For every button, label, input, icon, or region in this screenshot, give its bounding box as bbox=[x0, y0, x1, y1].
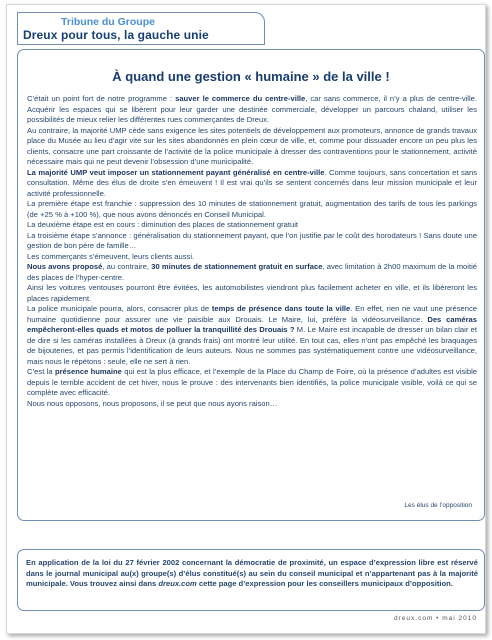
paragraph: La première étape est franchie : suppression des 10 minutes de stationnement gratuit, augmentation des tarifs de tous les parkings (de +25 % à +100 %), que nous avons dénoncés en Conseil Municipal. bbox=[27, 199, 477, 219]
emphasis: temps de présence dans toute la ville bbox=[211, 304, 351, 313]
paragraph: Au contraire, la majorité UMP cède sans exigence les sites potentiels de développement aux promoteurs, annonce de grands travaux place du Musée au lieu d’agir vite sur les sites abandonnés en plein cœur de ville, et, comme pour dissuader encore un peu plus les clients, consacre une part croissante de l’activité de la police municipale à dresser des contraventions pour le stationnement, activité nécessaire mais qui ne peut devenir l’obsession d’une municipalité. bbox=[27, 125, 477, 166]
text-run: cette page d’expression pour les conseillers municipaux d’opposition. bbox=[196, 579, 453, 588]
paragraph: Nous nous opposons, nous proposons, il se peut que nous ayons raison… bbox=[27, 398, 278, 408]
text-run: La police municipale pourra, alors, consacrer plus de bbox=[27, 304, 212, 313]
emphasis: La majorité UMP veut imposer un stationnement payant généralisé en centre-ville bbox=[27, 167, 325, 177]
magazine-page bbox=[6, 4, 486, 634]
paragraph bbox=[27, 262, 477, 283]
text-run: C’est la bbox=[27, 367, 55, 376]
text-run: , au contraire, bbox=[102, 262, 152, 271]
text-run: qui est la plus efficace, et l’exemple de la Place du Champ de Foire, où la présence d’adultes est visible depuis le terrible accident de cet hiver, nous le prouve : des intervenants bien identifiés, la police municipale visible, voilà ce qui se complète avec efficacité. bbox=[27, 367, 478, 397]
text-run: , avec limitation à 2h00 maximum de la moitié des places de l’hyper-centre. bbox=[27, 262, 477, 282]
paragraph bbox=[27, 94, 477, 126]
paragraph: Les commerçants s’émeuvent, leurs clients aussi. bbox=[27, 251, 195, 261]
emphasis: Nous avons proposé bbox=[27, 262, 103, 271]
text-run: En application de la loi du 27 février 2002 concernant la démocratie de proximité, un espace d’expression libre est réservé dans le journal municipal au(x) groupe(s) d’élus constitué(s) au sein du conseil municipal et n’appartenant pas à la majorité municipale. Vous trouvez ainsi dans bbox=[26, 558, 478, 588]
text-run: . Comme toujours, sans concertation et sans consultation. Même des élus de droite s’en émeuvent ! Il est vrai qu’ils se sentent concernés dans leur mission municipale et leur activité professionnelle. bbox=[27, 167, 477, 198]
group-label: Tribune du Groupe bbox=[61, 16, 155, 28]
text-run: , car sans commerce, il n’y a plus de centre-ville. Acquérir les espaces qui se libèrent pour leur garder une destinée commerciale, développer un parcours chaland, utiliser les possibilités de mieux relier les différentes rues commerçantes de Dreux. bbox=[27, 94, 478, 124]
page-footer: dreux.com • mai 2010 bbox=[394, 615, 477, 622]
text-run: . En effet, rien ne vaut une présence humaine quotidienne pour assurer une vie paisible aux Drouais. Le Maire, lui, préfère la vidéosurveillance. bbox=[27, 304, 477, 324]
text-run: C’était un point fort de notre programme : bbox=[27, 94, 176, 103]
legal-notice bbox=[26, 558, 478, 590]
text-run: M. Le Maire est incapable de dresser un bilan clair et de dire si les caméras installées à Dreux (à grands frais) ont montré leur utilité. En tout cas, elles n’ont pas empêché les braquages de bijouteries, et pas permis l’identification de leurs auteurs. Nous ne sommes pas systématiquement contre une vidéosurveillance, mais nous le répétons : seule, elle ne sert à rien. bbox=[27, 325, 477, 366]
group-header-tab bbox=[17, 12, 265, 45]
paragraph: La troisième étape s’annonce : généralisation du stationnement payant, que l’on justifie par le coût des horodateurs ! Sans doute une gestion de bon père de famille… bbox=[27, 230, 477, 250]
emphasis: 30 minutes de stationnement gratuit en surface bbox=[151, 262, 323, 271]
emphasis: sauver le commerce du centre-ville bbox=[175, 94, 306, 103]
site-name: dreux.com bbox=[158, 579, 197, 588]
article-box bbox=[17, 49, 485, 521]
article-body bbox=[27, 94, 477, 409]
legal-notice-box bbox=[17, 549, 485, 611]
paragraph: La deuxième étape est en cours : diminution des places de stationnement gratuit bbox=[27, 220, 299, 229]
group-name: Dreux pour tous, la gauche unie bbox=[23, 28, 209, 42]
emphasis: présence humaine bbox=[54, 367, 122, 376]
emphasis: Des caméras empêcheront-elles quads et motos de polluer la tranquillité des Drouais ? bbox=[27, 314, 477, 334]
article-title: À quand une gestion « humaine » de la ville ! bbox=[112, 69, 390, 84]
paragraph bbox=[27, 304, 477, 367]
paragraph: Ainsi les voitures ventouses pourront être évitées, les automobilistes viendront plus facilement acheter en ville, et ils libèreront les places rapidement. bbox=[27, 283, 477, 303]
paragraph bbox=[27, 168, 477, 200]
signature: Les élus de l’opposition bbox=[404, 502, 472, 509]
paragraph bbox=[27, 367, 477, 399]
